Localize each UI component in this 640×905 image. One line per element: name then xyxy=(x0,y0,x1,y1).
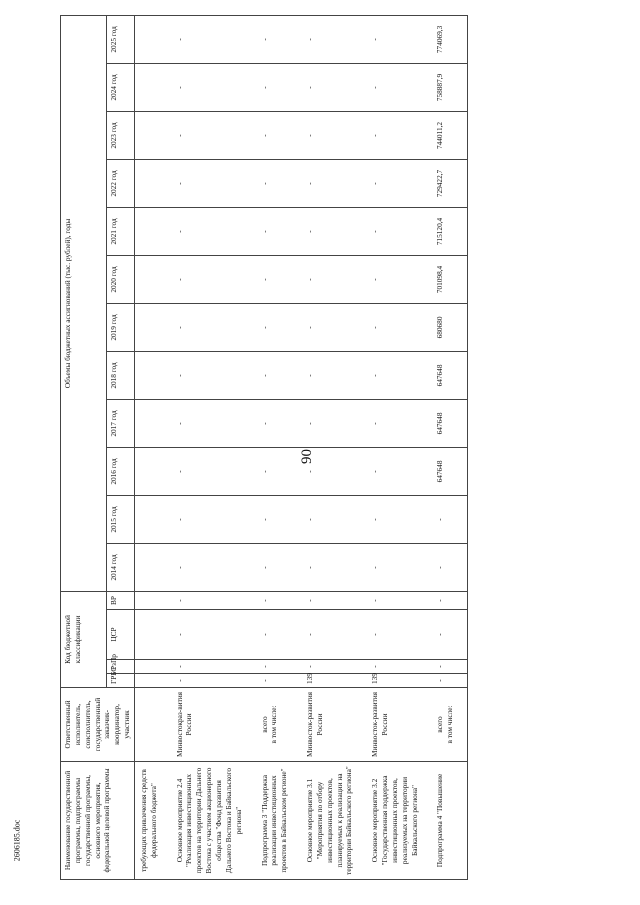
row-value: 680680 xyxy=(431,303,467,351)
row-value: - xyxy=(256,111,302,159)
row-value: - xyxy=(171,351,256,399)
header-responsible: Ответственный исполнитель, соисполнитель, государственный заказчик-координатор, участник xyxy=(61,688,135,762)
row-value: - xyxy=(301,15,366,63)
row-grbs xyxy=(134,674,170,688)
row-value: - xyxy=(366,159,431,207)
row-value: 758887,9 xyxy=(431,63,467,111)
header-year: 2024 год xyxy=(107,63,135,111)
row-value: - xyxy=(171,303,256,351)
row-value xyxy=(134,111,170,159)
row-value xyxy=(134,159,170,207)
header-vr: ВР xyxy=(107,591,135,609)
row-value: - xyxy=(301,399,366,447)
row-value: - xyxy=(171,447,256,495)
row-value: - xyxy=(171,543,256,591)
row-responsible: Минвостокраз-вития России xyxy=(171,688,256,762)
row-vr: - xyxy=(301,591,366,609)
header-year: 2021 год xyxy=(107,207,135,255)
row-grbs: - xyxy=(431,674,467,688)
row-value: - xyxy=(171,255,256,303)
row-value: - xyxy=(366,447,431,495)
row-grbs: 139 xyxy=(301,674,366,688)
row-value: - xyxy=(366,255,431,303)
table-row xyxy=(431,15,467,879)
row-vr: - xyxy=(366,591,431,609)
row-value: - xyxy=(256,63,302,111)
row-csr: - xyxy=(171,610,256,660)
header-csr: ЦСР xyxy=(107,610,135,660)
row-value: - xyxy=(301,543,366,591)
row-value: - xyxy=(256,495,302,543)
row-value: - xyxy=(366,399,431,447)
page-number: 90 xyxy=(299,449,315,464)
row-value: - xyxy=(256,351,302,399)
row-name: требующих привлечения средств федерального бюджета" xyxy=(134,762,170,880)
header-budget-code: Код бюджетной классификации xyxy=(61,591,107,687)
row-value: - xyxy=(431,543,467,591)
row-grbs: - xyxy=(171,674,256,688)
row-value: - xyxy=(171,63,256,111)
row-vr: - xyxy=(171,591,256,609)
row-value: - xyxy=(301,495,366,543)
row-value xyxy=(134,543,170,591)
row-value: - xyxy=(171,159,256,207)
header-volumes: Объемы бюджетных ассигнований (тыс. рублей), годы xyxy=(61,15,107,591)
row-value: - xyxy=(366,207,431,255)
row-value: - xyxy=(301,351,366,399)
table-body xyxy=(134,15,467,879)
table-row xyxy=(171,15,256,879)
row-rzpr: - xyxy=(366,660,431,674)
table-row xyxy=(366,15,431,879)
row-value: - xyxy=(171,111,256,159)
row-csr: - xyxy=(366,610,431,660)
row-value: - xyxy=(366,543,431,591)
row-value: - xyxy=(256,159,302,207)
row-name: Основное мероприятие 3.2 "Государственная поддержка инвестиционных проектов, реализуемых на территории Байкальского региона" xyxy=(366,762,431,880)
row-vr xyxy=(134,591,170,609)
row-name: Подпрограмма 4 "Повышение xyxy=(431,762,467,880)
row-csr: - xyxy=(431,610,467,660)
row-value: - xyxy=(366,351,431,399)
row-value: - xyxy=(256,399,302,447)
row-value: - xyxy=(366,111,431,159)
header-year: 2016 год xyxy=(107,447,135,495)
row-value: 715120,4 xyxy=(431,207,467,255)
row-value xyxy=(134,495,170,543)
row-value xyxy=(134,63,170,111)
row-value: 647648 xyxy=(431,351,467,399)
row-value: - xyxy=(171,207,256,255)
row-value: - xyxy=(256,15,302,63)
row-value: 774069,3 xyxy=(431,15,467,63)
row-value: - xyxy=(256,303,302,351)
row-value: - xyxy=(431,495,467,543)
row-value: 647648 xyxy=(431,399,467,447)
row-value xyxy=(134,447,170,495)
row-responsible xyxy=(134,688,170,762)
table-row xyxy=(134,15,170,879)
table-row xyxy=(301,15,366,879)
header-name: Наименование государственной программы, подпрограммы государственной программы, основного мероприятия, федеральной целевой программы xyxy=(61,762,135,880)
row-value: - xyxy=(366,495,431,543)
row-value xyxy=(134,351,170,399)
row-rzpr xyxy=(134,660,170,674)
row-value: - xyxy=(366,63,431,111)
row-value: - xyxy=(171,495,256,543)
row-value xyxy=(134,207,170,255)
row-value: 744011,2 xyxy=(431,111,467,159)
row-value xyxy=(134,303,170,351)
header-rzpr: РзПр xyxy=(107,660,135,674)
row-value: - xyxy=(301,111,366,159)
table-row xyxy=(256,15,302,879)
header-year: 2019 год xyxy=(107,303,135,351)
row-value xyxy=(134,399,170,447)
row-grbs: 139 xyxy=(366,674,431,688)
row-rzpr: - xyxy=(256,660,302,674)
row-value: - xyxy=(256,255,302,303)
header-year: 2022 год xyxy=(107,159,135,207)
row-rzpr: - xyxy=(171,660,256,674)
header-year: 2018 год xyxy=(107,351,135,399)
row-value: - xyxy=(256,543,302,591)
row-rzpr: - xyxy=(301,660,366,674)
row-rzpr: - xyxy=(431,660,467,674)
row-value xyxy=(134,255,170,303)
row-value: - xyxy=(366,15,431,63)
header-year: 2015 год xyxy=(107,495,135,543)
row-name: Основное мероприятие 3.1 "Мероприятия по отбору инвестиционных проектов, планируемых к реализации на территории Байкальского региона" xyxy=(301,762,366,880)
row-value: - xyxy=(366,303,431,351)
row-value: - xyxy=(256,207,302,255)
row-value: - xyxy=(301,447,366,495)
row-csr: - xyxy=(256,610,302,660)
row-value: - xyxy=(301,159,366,207)
row-csr: - xyxy=(301,610,366,660)
row-responsible: Минвосток-развития России xyxy=(366,688,431,762)
row-value: 647648 xyxy=(431,447,467,495)
header-year: 2017 год xyxy=(107,399,135,447)
row-grbs: - xyxy=(256,674,302,688)
row-vr: - xyxy=(256,591,302,609)
row-responsible: Минвосток-развития России xyxy=(301,688,366,762)
row-value: - xyxy=(171,399,256,447)
footer-filename: 2606185.doc xyxy=(12,819,22,862)
header-year: 2014 год xyxy=(107,543,135,591)
row-responsible: всего в том числе: xyxy=(431,688,467,762)
row-name: Подпрограмма 3 "Поддержка реализации инвестиционных проектов в Байкальском регионе" xyxy=(256,762,302,880)
header-grbs: ГРБС xyxy=(107,674,135,688)
row-name: Основное мероприятие 2.4 "Реализация инвестиционных проектов на территории Дальнего Востока с участием акционерного общества "Фонд развития Дальнего Востока и Байкальского региона" xyxy=(171,762,256,880)
row-value: - xyxy=(301,303,366,351)
row-value: - xyxy=(256,447,302,495)
row-responsible: всего в том числе: xyxy=(256,688,302,762)
row-value: - xyxy=(301,207,366,255)
budget-table xyxy=(60,15,468,880)
row-vr: - xyxy=(431,591,467,609)
row-csr xyxy=(134,610,170,660)
row-value: - xyxy=(301,63,366,111)
header-year: 2025 год xyxy=(107,15,135,63)
row-value: 729422,7 xyxy=(431,159,467,207)
row-value: 701098,4 xyxy=(431,255,467,303)
header-year: 2023 год xyxy=(107,111,135,159)
row-value xyxy=(134,15,170,63)
header-year: 2020 год xyxy=(107,255,135,303)
row-value: - xyxy=(301,255,366,303)
row-value: - xyxy=(171,15,256,63)
rotated-table-wrapper xyxy=(60,20,600,880)
